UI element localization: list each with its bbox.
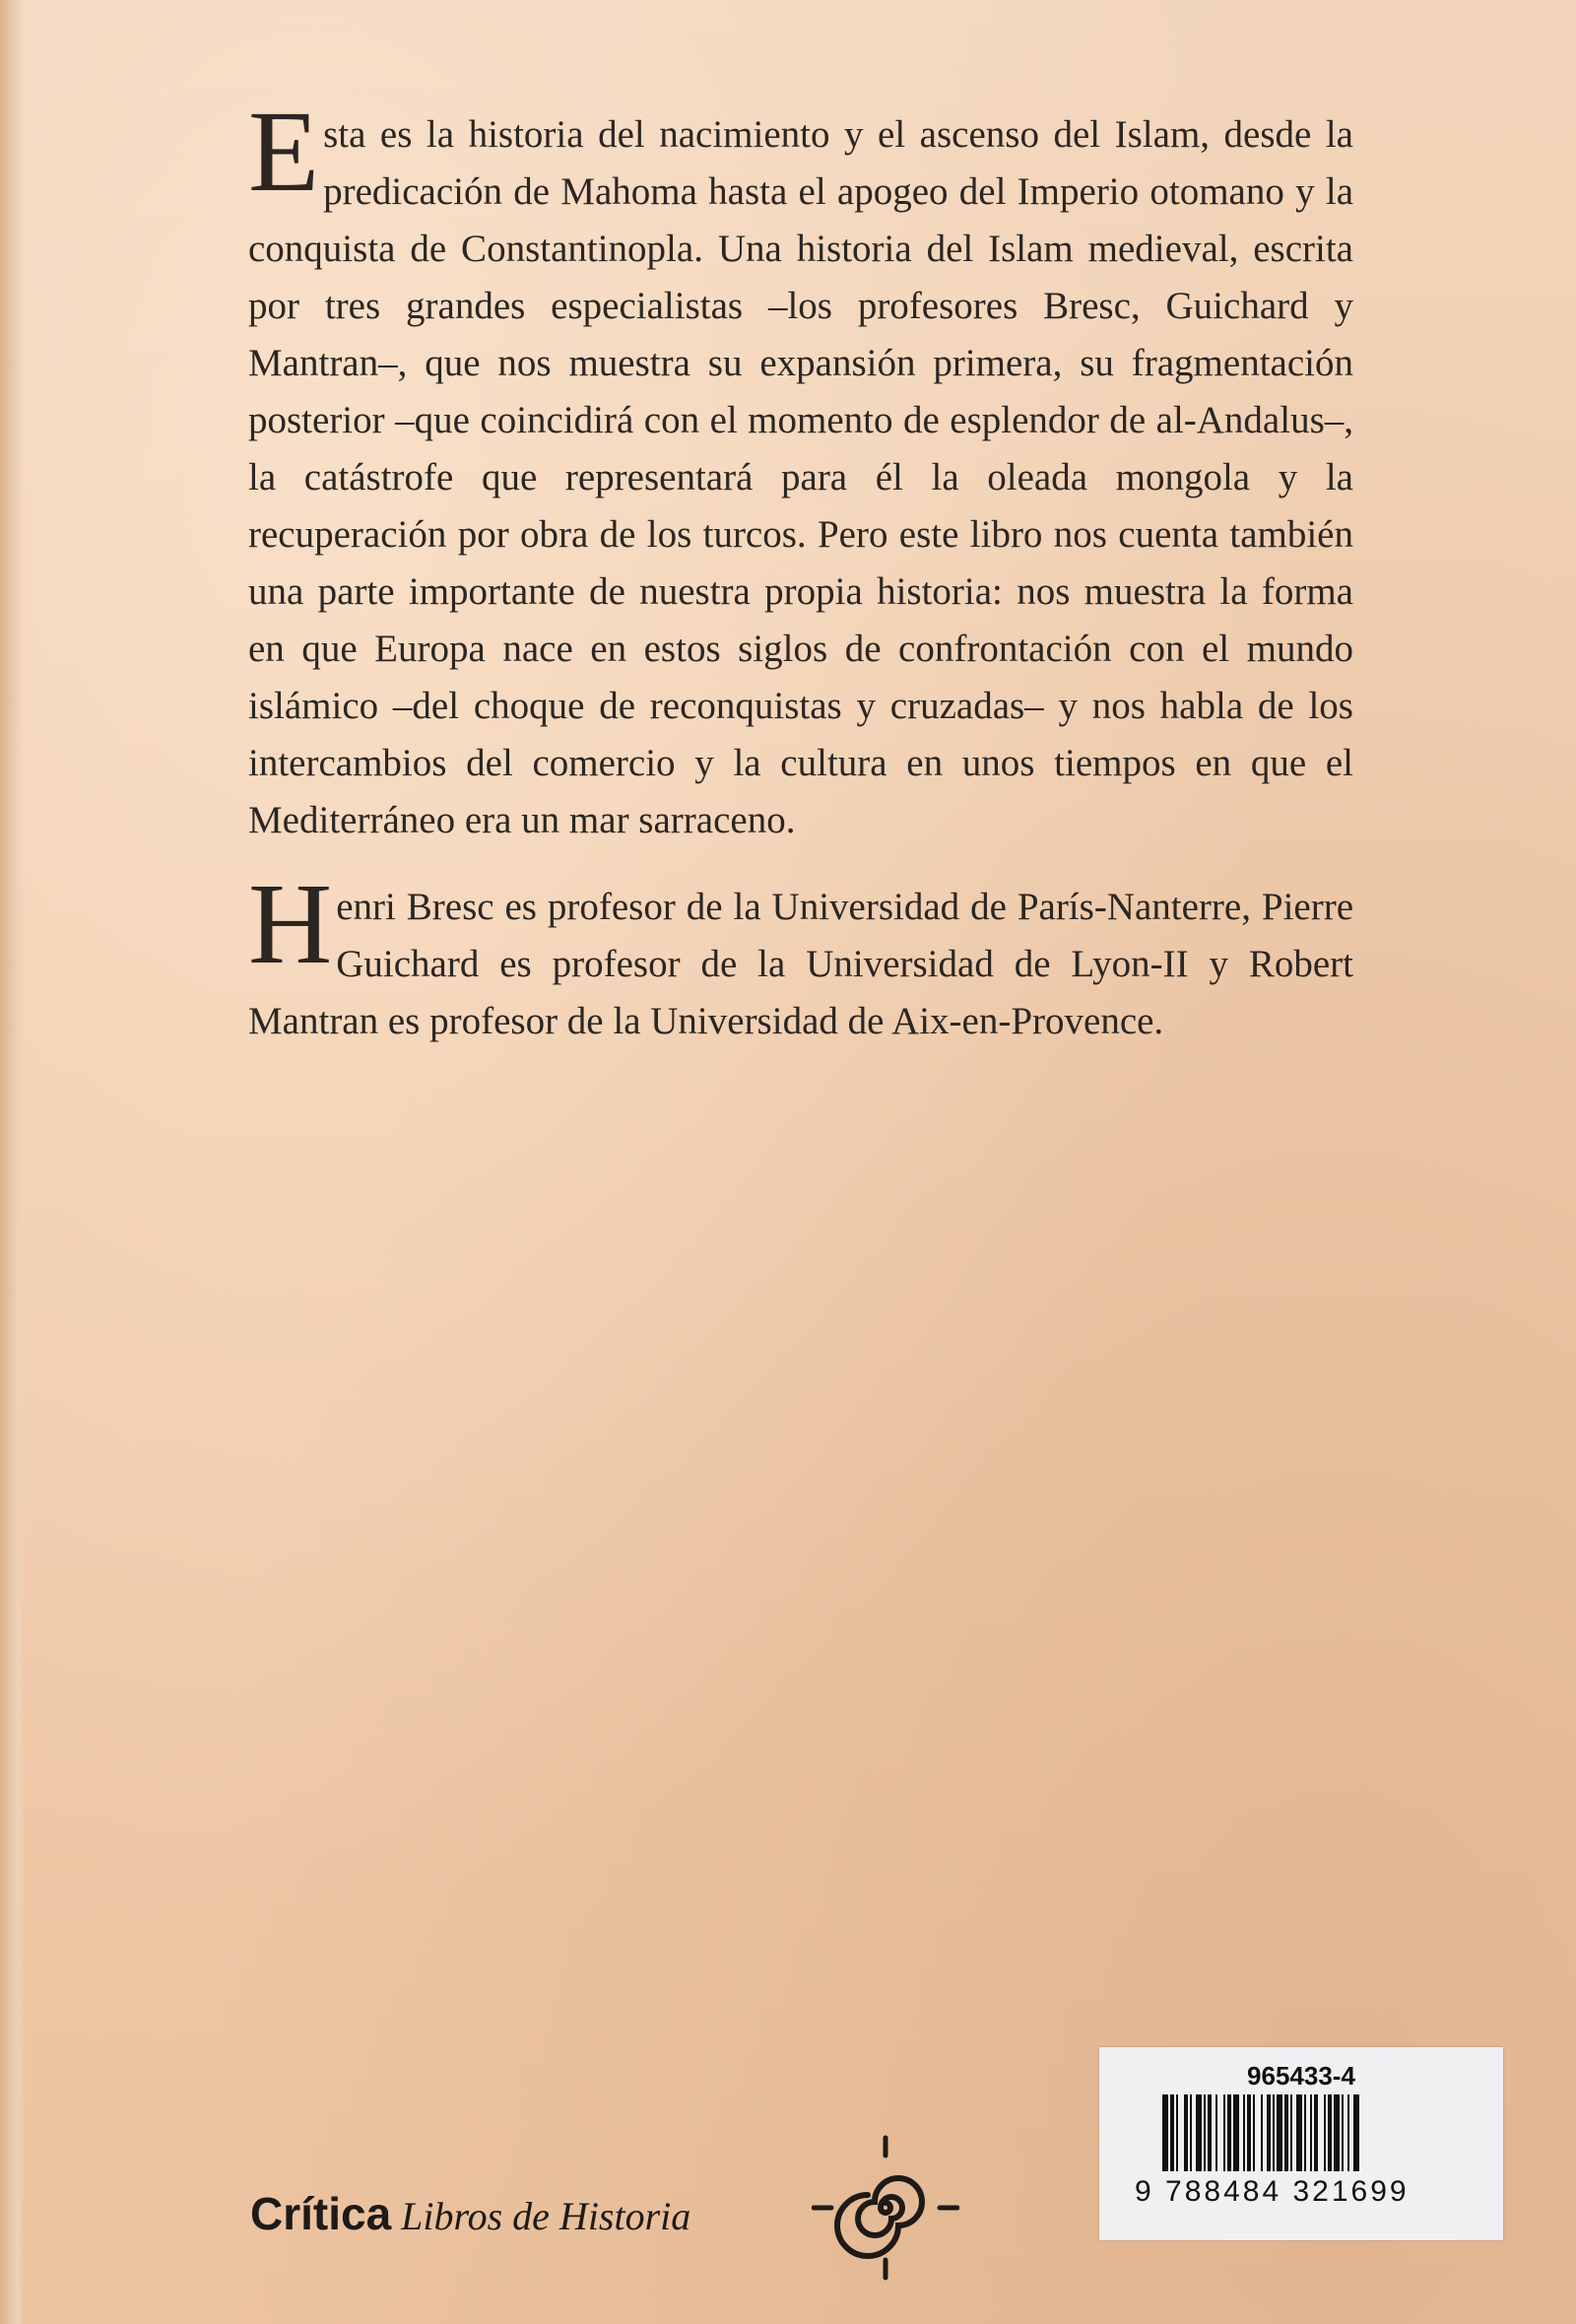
barcode-icon [1162, 2094, 1448, 2171]
publisher-name: Crítica [250, 2188, 392, 2239]
blurb-paragraph-2 [248, 859, 1353, 1050]
cover-edge [0, 0, 26, 2324]
drop-cap-h: H [248, 859, 333, 988]
blurb [248, 87, 1353, 1050]
barcode-sticker [1099, 2047, 1503, 2240]
series-name: Libros de Historia [401, 2194, 691, 2238]
publisher-imprint [250, 2187, 690, 2240]
sticker-code: 965433-4 [1247, 2061, 1355, 2091]
blurb-paragraph-1-text: sta es la historia del nacimiento y el ascenso del Islam, desde la predicación de Mahoma hasta el apogeo del Imperio otomano y la conquista de Constantinopla. Una historia del Islam medieval, escrita por tres grandes especialistas –los profesores Bresc, Guichard y Mantran–, que nos muestra su expansión primera, su fragmentación posterior –que coincidirá con el momento de esplendor de al-Andalus–, la catástrofe que representará para él la oleada mongola y la recuperación por obra de los turcos. Pero este libro nos cuenta también una parte importante de nuestra propia historia: nos muestra la forma en que Europa nace en estos siglos de confrontación con el mundo islámico –del choque de reconquistas y cruzadas– y nos habla de los intercambios del comercio y la cultura en unos tiempos en que el Mediterráneo era un mar sarraceno. [248, 113, 1353, 841]
spiral-logo-icon [812, 2134, 959, 2287]
blurb-paragraph-2-text: enri Bresc es profesor de la Universidad de París-Nanterre, Pierre Guichard es profesor de la Universidad de Lyon-II y Robert Mantran es profesor de la Universidad de Aix-en-Provence. [248, 886, 1353, 1042]
isbn-digits: 9 788484 321699 [1135, 2175, 1410, 2208]
blurb-paragraph-1 [248, 87, 1353, 849]
drop-cap-e: E [248, 87, 320, 216]
